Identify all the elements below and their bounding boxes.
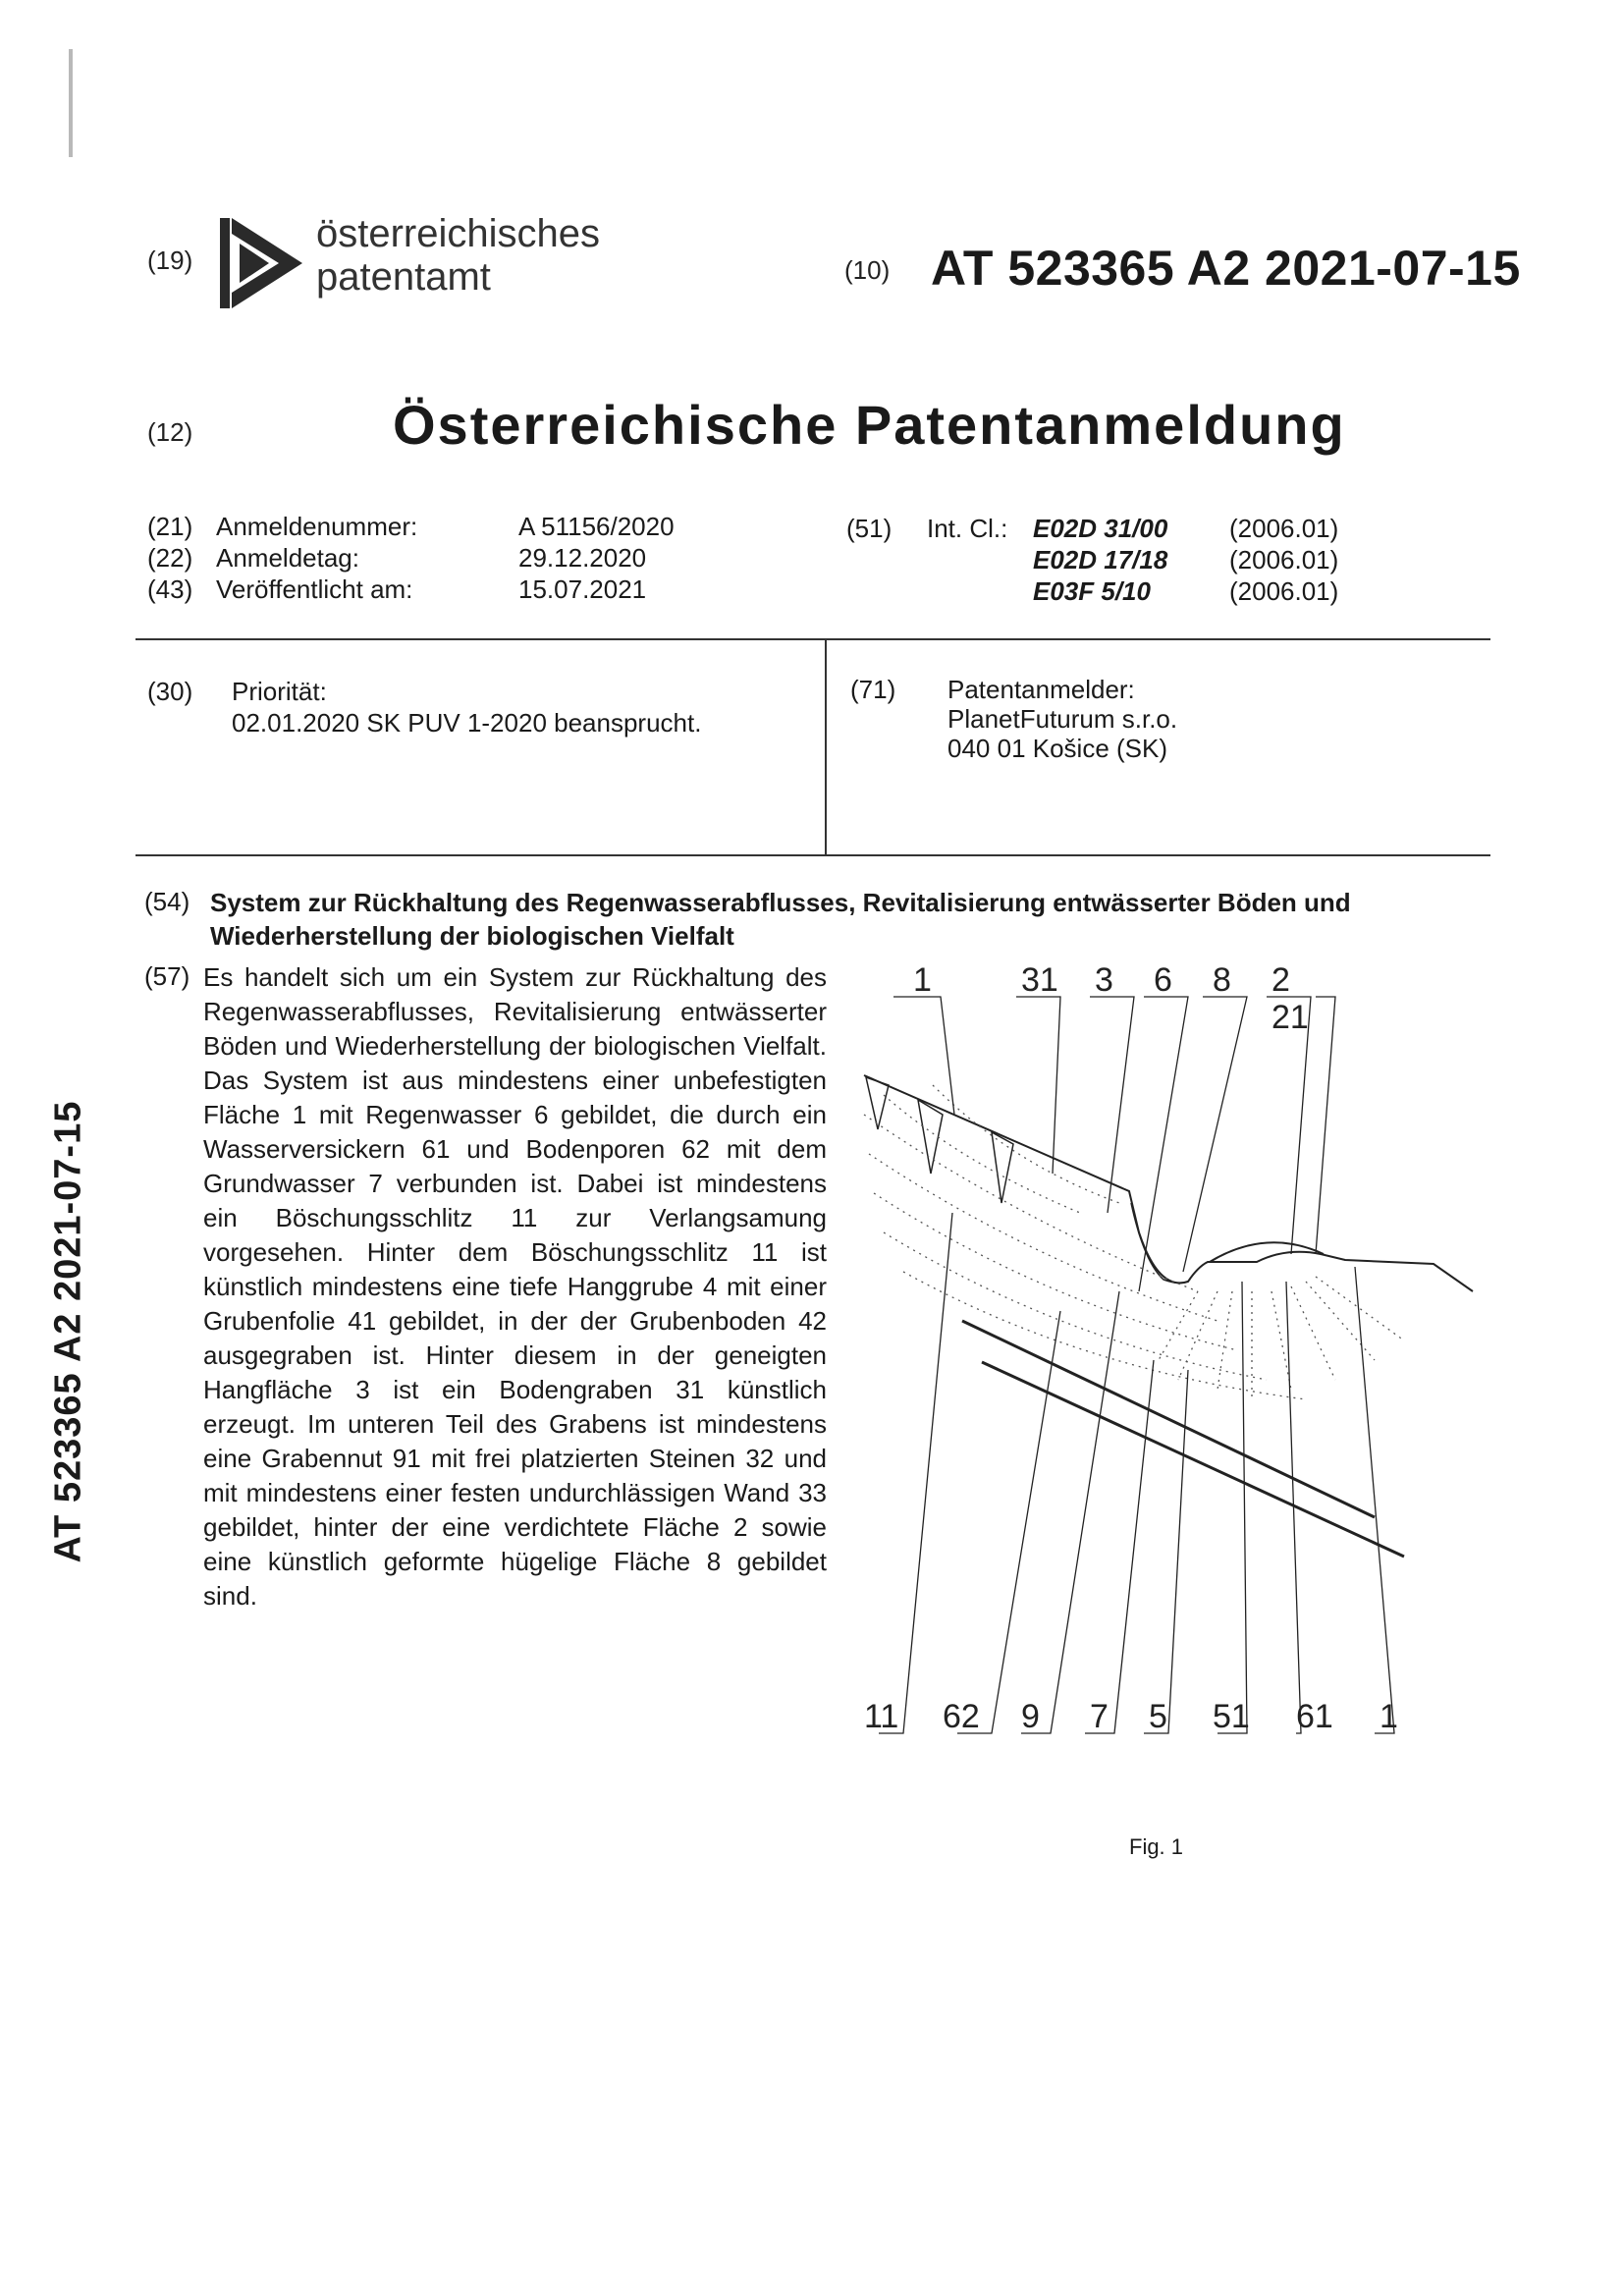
fig-label-bottom-8: 1 [1380, 1698, 1398, 1735]
ipc-version-1: (2006.01) [1229, 514, 1339, 543]
field-43-value: 15.07.2021 [518, 574, 647, 604]
invention-title [210, 886, 1428, 953]
publication-code: (10) [844, 255, 891, 285]
ipc-class-1: E02D 31/00 [1033, 514, 1168, 543]
ipc-version-3: (2006.01) [1229, 576, 1339, 606]
fig-label-bottom-6: 51 [1213, 1698, 1250, 1735]
fig-label-bottom-7: 61 [1296, 1698, 1333, 1735]
fig-label-top-5: 8 [1213, 967, 1231, 999]
applicant-label: Patentanmelder: [947, 675, 1135, 704]
fig-label-top-7: 21 [1271, 999, 1309, 1036]
fig-label-bottom-4: 7 [1090, 1698, 1109, 1735]
field-22-label: Anmeldetag: [216, 543, 359, 573]
divider-top [135, 638, 1490, 640]
scan-mark [69, 49, 73, 157]
field-43-label: Veröffentlicht am: [216, 574, 413, 604]
fig-label-bottom-3: 9 [1021, 1698, 1040, 1735]
office-name-line2: patentamt [316, 255, 491, 299]
field-21-label: Anmeldenummer: [216, 512, 418, 541]
fig-label-top-2: 31 [1021, 967, 1058, 999]
field-21 [147, 511, 192, 542]
applicant-code: (71) [850, 675, 896, 704]
abstract-text: Es handelt sich um ein System zur Rückhaltung des Regenwasserabflusses, Revitalisierung entwässerter Böden und Wiederherstellung der biologischen Vielfalt. Das System ist aus mindestens einer unbefestigten Fläche 1 mit Regenwasser 6 gebildet, die durch ein Wasserversickern 61 und Bodenporen 62 mit dem Grundwasser 7 verbunden ist. Dabei ist mindestens ein Böschungsschlitz 11 zur Verlangsamung vorgesehen. Hinter dem Böschungsschlitz 11 ist künstlich mindestens eine tiefe Hanggrube 4 mit einer Grubenfolie 41 gebildet, in der der Grubenboden 42 ausgegraben ist. Hinter diesem in der geneigten Hangfläche 3 ist ein Bodengraben 31 künstlich erzeugt. Im unteren Teil des Grabens ist mindestens eine Grabennut 91 mit frei platzierten Steinen 32 und mit mindestens einer festen undurchlässigen Wand 33 gebildet, hinter der eine verdichtete Fläche 2 sowie eine künstlich geformte hügelige Fläche 8 gebildet sind. [203, 962, 827, 1611]
priority-value: 02.01.2020 SK PUV 1-2020 beansprucht. [232, 708, 702, 738]
fig-label-top-6: 2 [1271, 967, 1290, 999]
figure-caption: Fig. 1 [1129, 1834, 1184, 1859]
divider-bottom [135, 854, 1490, 856]
ipc-class-3: E03F 5/10 [1033, 576, 1151, 606]
ipc-code: (51) [846, 514, 893, 543]
side-publication-number: AT 523365 A2 2021-07-15 [47, 1100, 89, 1563]
fig-label-top-3: 3 [1095, 967, 1113, 999]
fig-label-bottom-1: 11 [864, 1698, 899, 1735]
fig-label-top-4: 6 [1154, 967, 1172, 999]
applicant-name: PlanetFuturum s.r.o. [947, 704, 1178, 734]
field-22-code: (22) [147, 543, 193, 573]
office-name [316, 212, 600, 299]
field-22-value: 29.12.2020 [518, 543, 647, 573]
priority-code: (30) [147, 677, 193, 706]
field-21-value: A 51156/2020 [518, 512, 675, 541]
patent-office-logo-icon [218, 214, 306, 312]
document-title: Österreichische Patentanmeldung [393, 394, 1346, 456]
fig-label-bottom-5: 5 [1149, 1698, 1167, 1735]
figure-drawing [844, 967, 1483, 1753]
applicant-address: 040 01 Košice (SK) [947, 734, 1168, 763]
publication-number: AT 523365 A2 2021-07-15 [931, 241, 1521, 296]
title-field-code: (54) [144, 887, 190, 916]
office-code: (19) [147, 246, 193, 275]
invention-title-line1: System zur Rückhaltung des Regenwasserabflusses, Revitalisierung entwässerter Böden und [210, 888, 1351, 917]
ipc-class-2: E02D 17/18 [1033, 545, 1168, 574]
divider-vertical [825, 638, 827, 856]
ipc-version-2: (2006.01) [1229, 545, 1339, 574]
doc-type-code: (12) [147, 417, 193, 447]
fig-label-bottom-2: 62 [943, 1698, 980, 1735]
office-name-line1: österreichisches [316, 212, 601, 255]
invention-title-line2: Wiederherstellung der biologischen Vielfalt [210, 921, 734, 951]
abstract-code: (57) [144, 961, 190, 991]
field-code: (21) [147, 512, 193, 541]
field-43-code: (43) [147, 574, 193, 604]
priority-label: Priorität: [232, 677, 327, 706]
fig-label-top-1: 1 [913, 967, 932, 999]
ipc-label: Int. Cl.: [927, 514, 1008, 543]
